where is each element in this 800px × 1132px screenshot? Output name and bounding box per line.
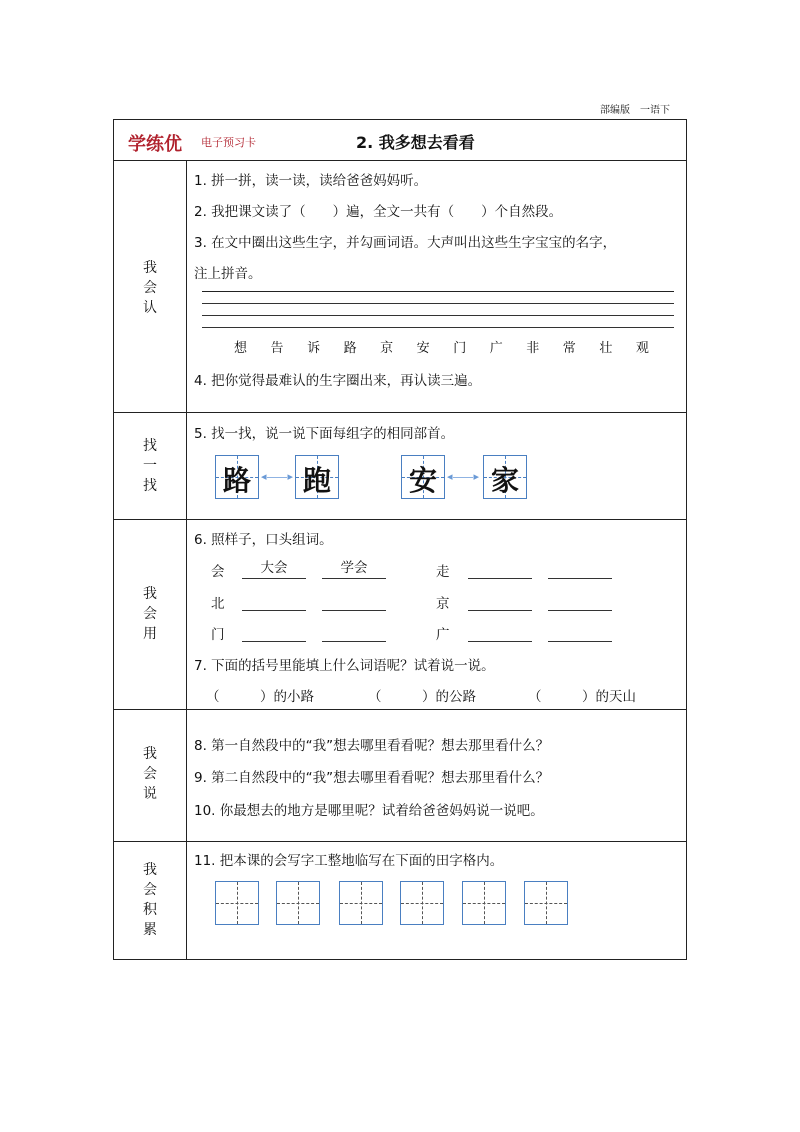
section-label-use: 我 会 用 (143, 586, 157, 642)
row-divider (114, 519, 686, 520)
section-label-find: 找 一 找 (143, 438, 157, 494)
question-6: 6. 照样子，口头组词。 (194, 532, 333, 548)
char-box-an: 安 (401, 455, 445, 499)
character: 壮 (599, 341, 613, 356)
word-blank[interactable] (548, 623, 612, 642)
word-blank[interactable] (468, 560, 532, 579)
character: 告 (270, 341, 284, 356)
question-4: 4. 把你觉得最难认的生字圈出来，再认读三遍。 (194, 373, 482, 389)
character: 广 (489, 341, 503, 356)
fill-blank-tianshan: （ ）的天山 (528, 689, 636, 705)
question-2: 2. 我把课文读了（ ）遍，全文一共有（ ）个自然段。 (194, 204, 563, 220)
word-blank[interactable]: 大会 (242, 560, 306, 579)
word-blank[interactable] (322, 592, 386, 611)
character: 观 (635, 341, 649, 356)
character: 京 (380, 341, 394, 356)
question-3-line1: 3. 在文中圈出这些生字，并勾画词语。大声叫出这些生字宝宝的名字， (194, 235, 617, 251)
character: 诉 (307, 341, 321, 356)
fill-blank-highway: （ ）的公路 (368, 689, 476, 705)
word-row-char: 广 (436, 627, 450, 643)
question-11: 11. 把本课的会写字工整地临写在下面的田字格内。 (194, 853, 504, 869)
row-divider (114, 412, 686, 413)
character: 常 (562, 341, 576, 356)
word-blank[interactable] (322, 623, 386, 642)
fill-blank-road: （ ）的小路 (206, 689, 314, 705)
column-divider (186, 161, 187, 959)
question-9: 9. 第二自然段中的“我”想去哪里看看呢？想去那里看什么？ (194, 770, 550, 786)
card-label: 电子预习卡 (201, 136, 256, 149)
word-blank[interactable]: 学会 (322, 560, 386, 579)
char-box-jia: 家 (483, 455, 527, 499)
question-5: 5. 找一找，说一说下面每组字的相同部首。 (194, 426, 455, 442)
character: 想 (234, 341, 248, 356)
tianzige-box[interactable] (462, 881, 506, 925)
row-divider (114, 709, 686, 710)
word-blank[interactable] (468, 623, 532, 642)
word-row-char: 走 (436, 564, 450, 580)
question-10: 10. 你最想去的地方是哪里呢？试着给爸爸妈妈说一说吧。 (194, 803, 544, 819)
char-box-pao: 跑 (295, 455, 339, 499)
word-blank[interactable] (242, 623, 306, 642)
tianzige-box[interactable] (276, 881, 320, 925)
worksheet-table (113, 119, 687, 960)
new-characters-list (234, 337, 649, 356)
tianzige-box[interactable] (215, 881, 259, 925)
question-7: 7. 下面的括号里能填上什么词语呢？试着说一说。 (194, 658, 495, 674)
pinyin-writing-lines (202, 291, 674, 328)
character: 安 (416, 341, 430, 356)
section-label-recognize: 我 会 认 (143, 260, 157, 316)
question-3-line2: 注上拼音。 (194, 266, 262, 282)
word-blank[interactable] (548, 592, 612, 611)
question-8: 8. 第一自然段中的“我”想去哪里看看呢？想去那里看什么？ (194, 738, 550, 754)
double-arrow-icon: ◂ ▸ (447, 470, 479, 483)
character: 非 (526, 341, 540, 356)
row-divider (114, 160, 686, 161)
tianzige-box[interactable] (339, 881, 383, 925)
section-label-accumulate: 我 会 积 累 (143, 862, 157, 938)
char-box-lu: 路 (215, 455, 259, 499)
section-label-say: 我 会 说 (143, 746, 157, 802)
word-row-char: 京 (436, 596, 450, 612)
tianzige-box[interactable] (400, 881, 444, 925)
word-blank[interactable] (548, 560, 612, 579)
character: 门 (453, 341, 467, 356)
word-row-char: 门 (211, 627, 225, 643)
brand-logo: 学练优 (128, 134, 182, 155)
edition-label: 部编版 一语下 (600, 105, 670, 116)
double-arrow-icon: ◂ ▸ (261, 470, 293, 483)
tianzige-box[interactable] (524, 881, 568, 925)
word-row-char: 会 (211, 564, 225, 580)
word-blank[interactable] (468, 592, 532, 611)
word-blank[interactable] (242, 592, 306, 611)
lesson-title: 2. 我多想去看看 (356, 133, 475, 152)
word-row-char: 北 (211, 596, 225, 612)
character: 路 (343, 341, 357, 356)
question-1: 1. 拼一拼，读一读，读给爸爸妈妈听。 (194, 173, 428, 189)
row-divider (114, 841, 686, 842)
